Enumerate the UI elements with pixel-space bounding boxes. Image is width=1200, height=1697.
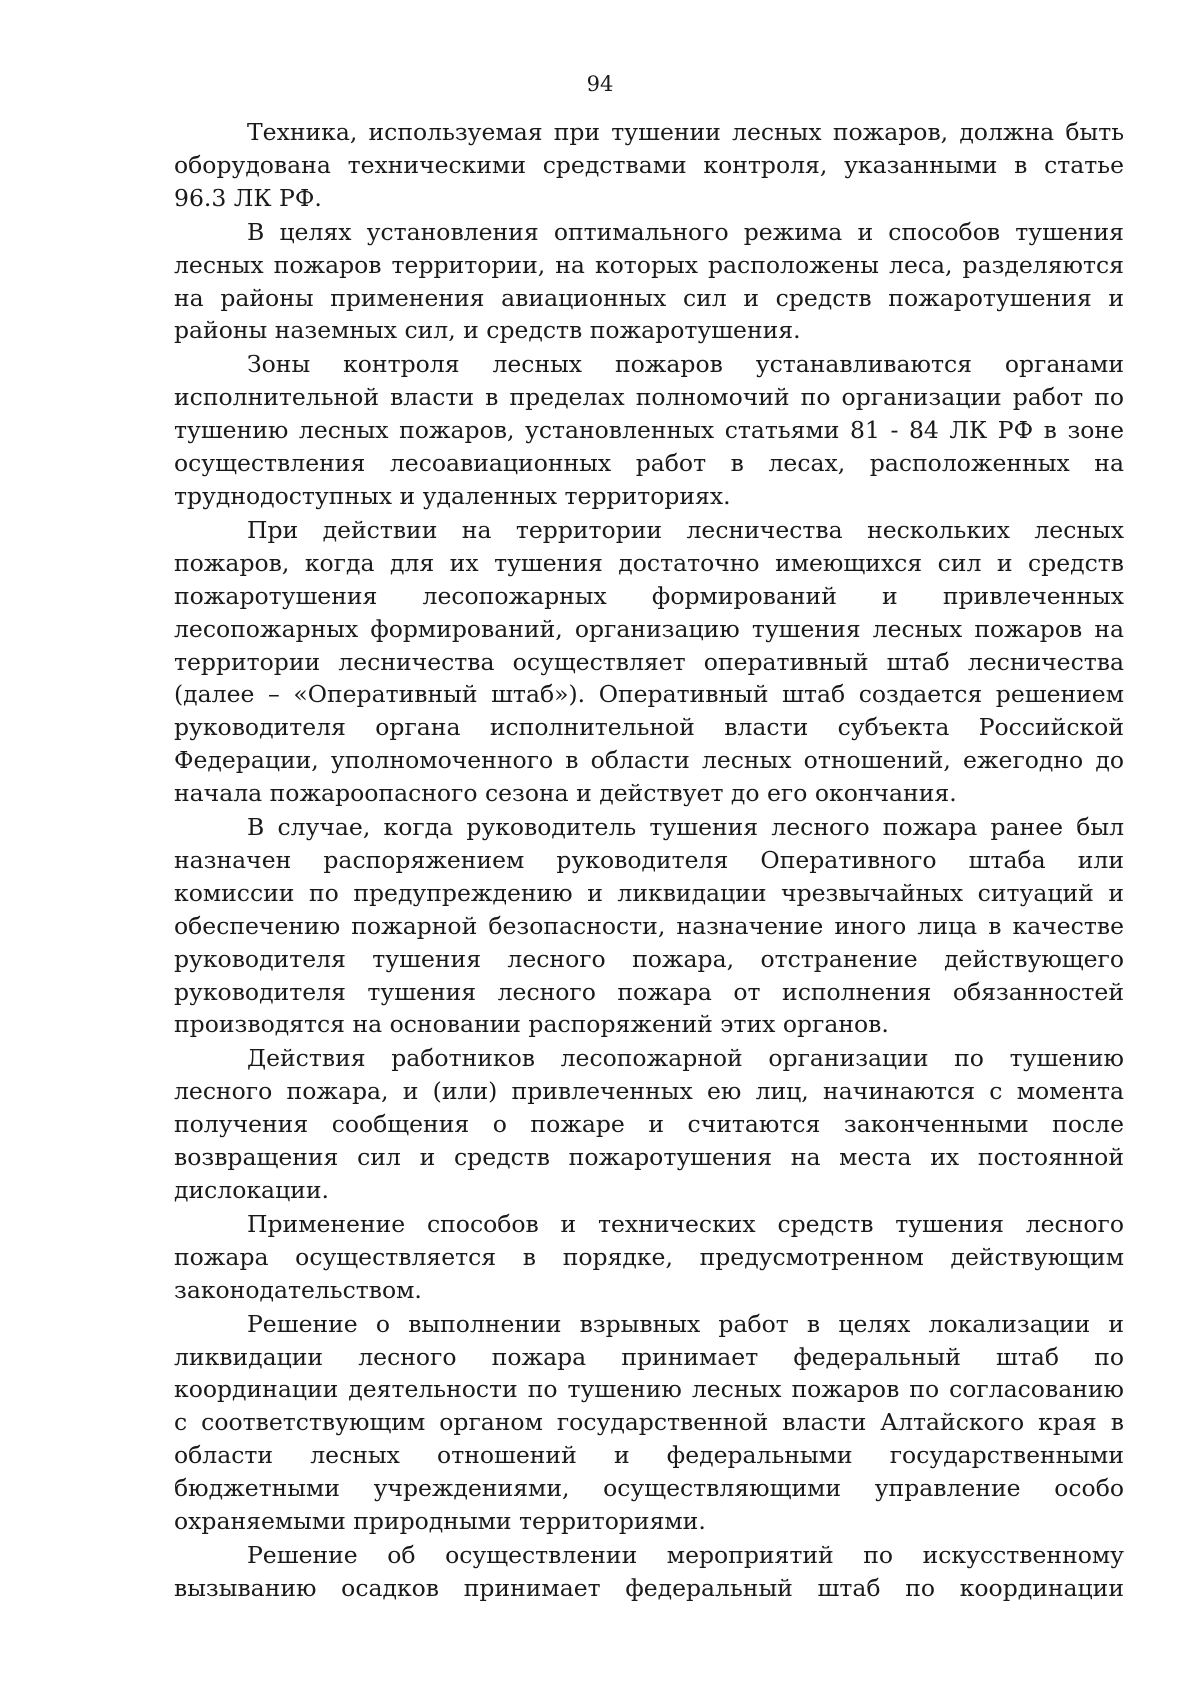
page-number: 94: [586, 72, 614, 96]
paragraph-artificial-precipitation: Решение об осуществлении мероприятий по искусственному вызыванию осадков принимает федеральный штаб по координации: [174, 1540, 1124, 1602]
paragraph-control-zones: Зоны контроля лесных пожаров устанавливаются органами исполнительной власти в пределах полномочий по организации работ по тушению лесных пожаров, установленных статьями 81 - 84 ЛК РФ в зоне осуществления лесоавиационных работ в лесах, расположенных на труднодоступных и удаленных территориях.: [174, 350, 1124, 510]
paragraph-blasting-works: Решение о выполнении взрывных работ в целях локализации и ликвидации лесного пожара принимает федеральный штаб по координации деятельности по тушению лесных пожаров по согласованию с соответствующим органом государственной власти Алтайского края в области лесных отношений и федеральными государственными бюджетными учреждениями, осуществляющими управление особо охраняемыми природными территориями.: [174, 1309, 1124, 1536]
paragraph-firefighting-regimes: В целях установления оптимального режима и способов тушения лесных пожаров территории, на которых расположены леса, разделяются на районы применения авиационных сил и средств пожаротушения и районы наземных сил, и средств пожаротушения.: [174, 217, 1124, 345]
paragraph-methods: Применение способов и технических средств тушения лесного пожара осуществляется в порядке, предусмотренном действующим законодательством.: [174, 1209, 1124, 1304]
paragraph-worker-actions: Действия работников лесопожарной организации по тушению лесного пожара, и (или) привлеченных ею лиц, начинаются с момента получения сообщения о пожаре и считаются законченными после возвращения сил и средств пожаротушения на места их постоянной дислокации.: [174, 1044, 1124, 1204]
document-body: [174, 116, 1124, 1606]
paragraph-fire-manager: В случае, когда руководитель тушения лесного пожара ранее был назначен распоряжением руководителя Оперативного штаба или комиссии по предупреждению и ликвидации чрезвычайных ситуаций и обеспечению пожарной безопасности, назначение иного лица в качестве руководителя тушения лесного пожара, отстранение действующего руководителя тушения лесного пожара от исполнения обязанностей производятся на основании распоряжений этих органов.: [174, 813, 1124, 1039]
paragraph-equipment: Техника, используемая при тушении лесных пожаров, должна быть оборудована техническими средствами контроля, указанными в статье 96.3 ЛК РФ.: [174, 118, 1124, 212]
paragraph-operational-staff: При действии на территории лесничества нескольких лесных пожаров, когда для их тушения достаточно имеющихся сил и средств пожаротушения лесопожарных формирований и привлеченных лесопожарных формирований, организацию тушения лесных пожаров на территории лесничества осуществляет оперативный штаб лесничества (далее – «Оперативный штаб»). Оперативный штаб создается решением руководителя органа исполнительной власти субъекта Российской Федерации, уполномоченного в области лесных отношений, ежегодно до начала пожароопасного сезона и действует до его окончания.: [174, 515, 1124, 808]
